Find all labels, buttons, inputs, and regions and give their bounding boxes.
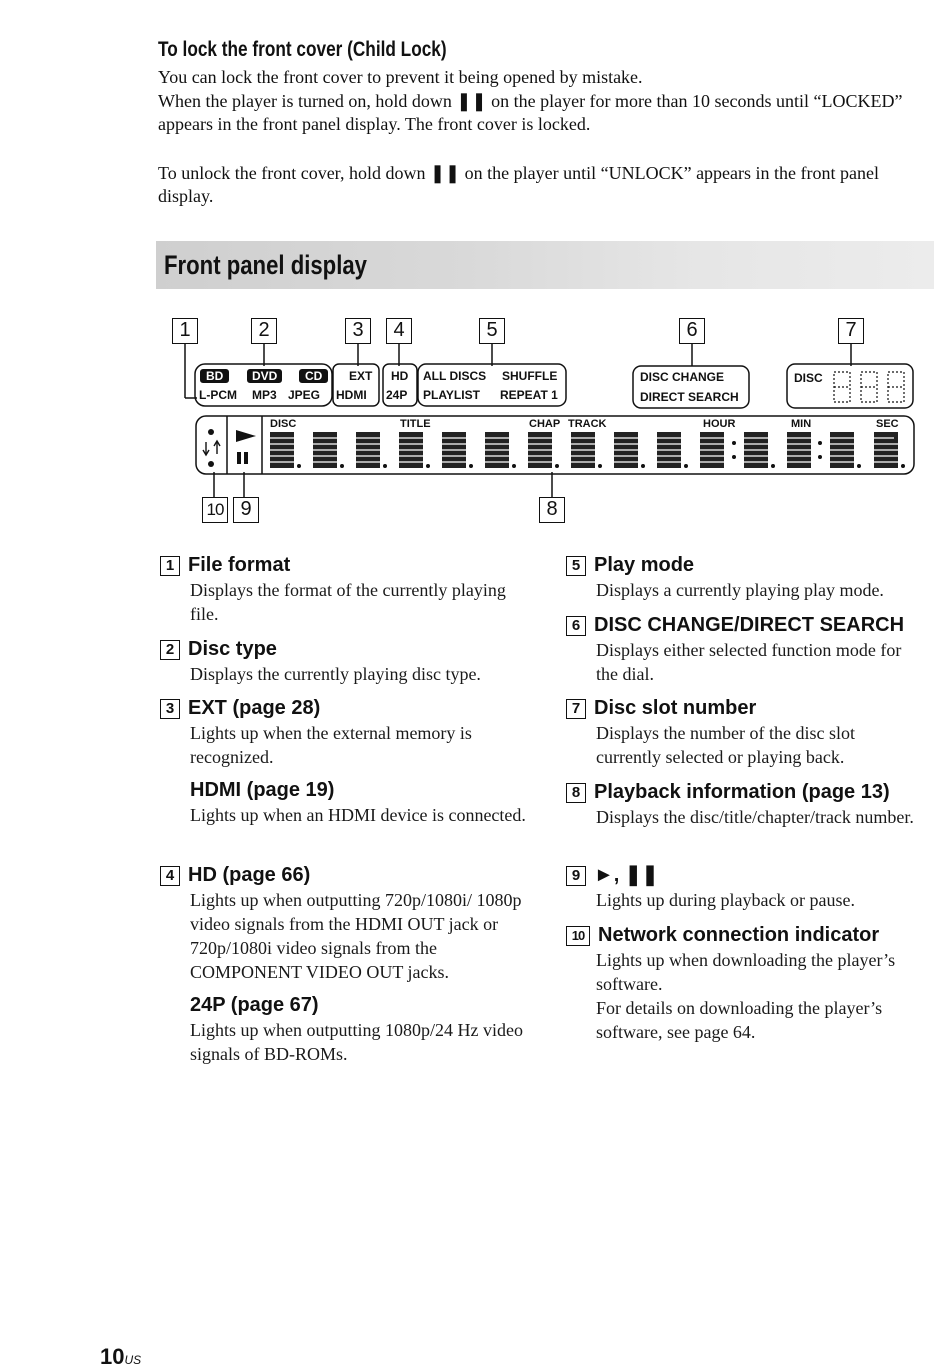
bd-icon: BD: [200, 369, 229, 383]
repeat1-label: REPEAT 1: [500, 388, 558, 402]
info-label-sec: SEC: [876, 418, 899, 430]
item-desc: Lights up during playback or pause.: [596, 890, 855, 910]
child-lock-p2: When the player is turned on, hold down ❚❚ on the player for more than 10 seconds until “LOCKED” appears in the front panel display. The front cover is locked.: [158, 91, 903, 134]
ext-label: EXT: [349, 369, 373, 383]
hdmi-label: HDMI: [336, 388, 367, 402]
disc-change-label: DISC CHANGE: [640, 370, 725, 384]
item-sub-desc: Lights up when an HDMI device is connected.: [190, 805, 526, 825]
cd-icon: CD: [299, 369, 328, 383]
page-number: [100, 1344, 141, 1370]
item-file-format: [160, 552, 532, 626]
section-title: Front panel display: [164, 250, 367, 280]
item-disc-slot: [566, 695, 938, 769]
item-desc: Displays a currently playing play mode.: [596, 580, 884, 600]
item-number: 6: [566, 616, 586, 636]
item-ext: [160, 695, 532, 827]
item-title: EXT (page 28): [188, 697, 321, 719]
item-desc: Displays the disc/title/chapter/track number.: [596, 807, 914, 827]
info-label-chap: CHAP: [529, 418, 561, 430]
child-lock-p1: You can lock the front cover to prevent it being opened by mistake.: [158, 67, 643, 87]
item-number: 1: [160, 556, 180, 576]
item-sub-title: HDMI (page 19): [190, 779, 335, 801]
mp3-label: MP3: [252, 388, 277, 402]
diagram-lines: [0, 0, 950, 540]
item-disc-change: [566, 612, 946, 686]
item-desc-2: For details on downloading the player’s software, see page 64.: [596, 998, 883, 1042]
shuffle-label: SHUFFLE: [502, 369, 558, 383]
item-sub-desc: Lights up when outputting 1080p/24 Hz video signals of BD-ROMs.: [190, 1020, 523, 1064]
item-number: 2: [160, 640, 180, 660]
item-number: 4: [160, 866, 180, 886]
callout-6: 6: [679, 318, 705, 344]
item-desc: Lights up when downloading the player’s software.: [596, 950, 896, 994]
callout-9: 9: [233, 497, 259, 523]
all-discs-label: ALL DISCS: [423, 369, 487, 383]
item-title: Playback information (page 13): [594, 781, 890, 803]
child-lock-heading: To lock the front cover (Child Lock): [158, 38, 447, 61]
item-sub-title: 24P (page 67): [190, 994, 319, 1016]
callout-3: 3: [345, 318, 371, 344]
item-playback-info: [566, 779, 938, 829]
item-title: DISC CHANGE/DIRECT SEARCH: [594, 614, 905, 636]
front-panel-diagram: [0, 0, 950, 540]
item-desc: Displays the currently playing disc type.: [190, 664, 481, 684]
item-disc-type: [160, 636, 532, 686]
page-number-suffix: US: [124, 1353, 142, 1367]
item-play-pause: [566, 862, 938, 912]
lpcm-label: L-PCM: [199, 388, 237, 402]
child-lock-p3: To unlock the front cover, hold down ❚❚ on the player until “UNLOCK” appears in the front panel display.: [158, 163, 879, 206]
item-number: 5: [566, 556, 586, 576]
hd-label: HD: [391, 369, 409, 383]
item-title: Play mode: [594, 554, 695, 576]
playlist-label: PLAYLIST: [423, 388, 480, 402]
item-network: [566, 922, 938, 1044]
direct-search-label: DIRECT SEARCH: [640, 390, 739, 404]
info-label-track: TRACK: [568, 418, 607, 430]
item-number: 3: [160, 699, 180, 719]
info-label-disc: DISC: [270, 418, 297, 430]
callout-8: 8: [539, 497, 565, 523]
info-label-min: MIN: [791, 418, 812, 430]
item-number: 7: [566, 699, 586, 719]
item-desc: Displays either selected function mode for the dial.: [596, 640, 902, 684]
item-title: File format: [188, 554, 291, 576]
item-title: ►, ❚❚: [594, 864, 659, 886]
item-number: 10: [566, 926, 590, 946]
callout-1: 1: [172, 318, 198, 344]
item-play-mode: [566, 552, 938, 602]
callout-5: 5: [479, 318, 505, 344]
info-label-hour: HOUR: [703, 418, 736, 430]
item-desc: Lights up when outputting 720p/1080i/ 1080p video signals from the HDMI OUT jack or 720p/1080i video signals from the COMPONENT VIDEO OUT jacks.: [190, 890, 522, 982]
item-desc: Displays the number of the disc slot currently selected or playing back.: [596, 723, 855, 767]
item-hd: [160, 862, 532, 1066]
item-number: 8: [566, 783, 586, 803]
callout-10: 10: [202, 497, 228, 523]
item-title: Disc slot number: [594, 697, 757, 719]
page-number-value: 10: [100, 1344, 125, 1369]
item-title: HD (page 66): [188, 864, 311, 886]
item-desc: Displays the format of the currently playing file.: [190, 580, 506, 624]
callout-7: 7: [838, 318, 864, 344]
24p-label: 24P: [386, 388, 408, 402]
callout-2: 2: [251, 318, 277, 344]
callout-4: 4: [386, 318, 412, 344]
item-title: Network connection indicator: [598, 924, 880, 946]
jpeg-label: JPEG: [288, 388, 321, 402]
dvd-icon: DVD: [247, 369, 282, 383]
item-number: 9: [566, 866, 586, 886]
disc-slot-label: DISC: [794, 371, 823, 385]
item-desc: Lights up when the external memory is recognized.: [190, 723, 472, 767]
item-title: Disc type: [188, 638, 277, 660]
info-label-title: TITLE: [400, 418, 431, 430]
